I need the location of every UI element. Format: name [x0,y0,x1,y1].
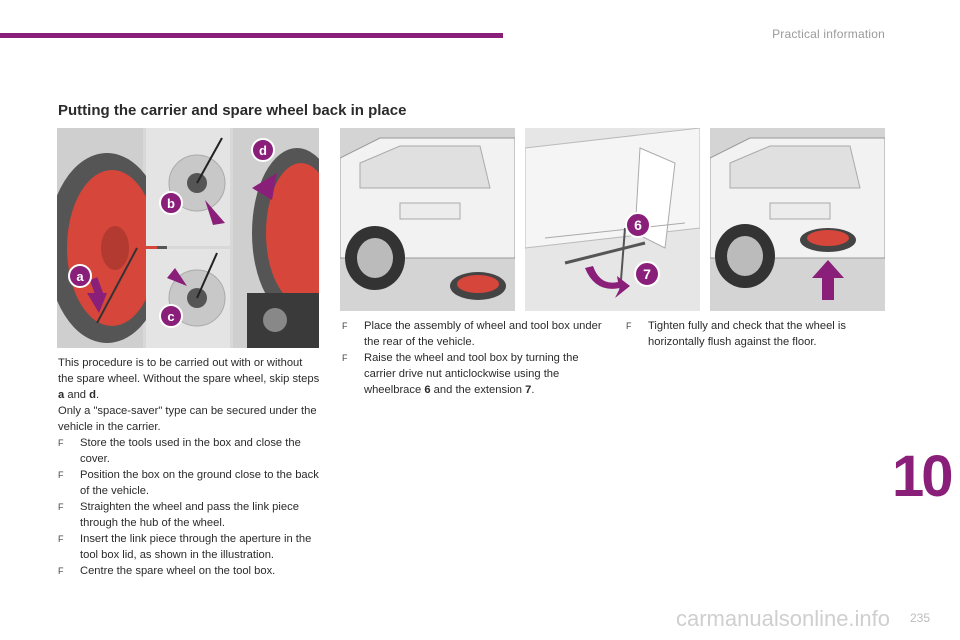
list-item-text: . [531,384,535,396]
illustration-wheel-raised [710,128,885,311]
bullet-mark: F [58,566,64,576]
intro-text: This procedure is to be carried out with or without the spare wheel. Without the spare wheel, skip steps [58,357,320,385]
bullet-mark: F [626,321,632,331]
illustration-steps-a-d [57,128,319,348]
bullet-mark: F [58,502,64,512]
list-item-text: Insert the link piece through the aperture in the tool box lid, as shown in the illustration. [80,533,312,561]
illustration-wheel-under-car [340,128,515,311]
header-accent-bar [0,33,503,38]
list-item-text: Raise the wheel and tool box by turning the carrier drive nut anticlockwise using the wheelbrace [364,352,579,396]
intro-and: and [64,389,90,401]
intro-end: . [95,389,100,401]
bullet-mark: F [58,438,64,448]
extension-ref: 7 [525,384,532,396]
callout-6: 6 [634,217,642,233]
list-item [626,318,888,350]
watermark: carmanualsonline.info [676,606,891,631]
page-number: 235 [910,611,931,625]
wheelbrace-ref: 6 [424,384,431,396]
right-text-column [626,318,888,350]
list-item [58,435,320,467]
list-item [58,499,320,531]
callout-d: d [259,143,267,158]
list-item [342,350,604,398]
list-item-text: Position the box on the ground close to the back of the vehicle. [80,469,319,497]
callout-a: a [76,269,84,284]
list-item-text: and the extension [430,384,526,396]
illustration-wheelbrace-extension [525,128,700,311]
list-item-text: Place the assembly of wheel and tool box under the rear of the vehicle. [364,320,602,348]
left-text-column [58,355,320,579]
list-item-text: Straighten the wheel and pass the link piece through the hub of the wheel. [80,501,299,529]
list-item-text: Centre the spare wheel on the tool box. [80,565,276,577]
callout-c: c [167,309,175,324]
list-item [58,531,320,563]
callout-b: b [167,196,175,211]
intro-paragraph-2: Only a "space-saver" type can be secured under the vehicle in the carrier. [58,405,317,433]
intro-paragraph [58,355,320,403]
list-item [342,318,604,350]
step-d-ref: d [89,389,96,401]
list-item [58,467,320,499]
bullet-mark: F [342,321,348,331]
list-item [58,563,320,579]
bullet-mark: F [58,470,64,480]
bullet-mark: F [342,353,348,363]
list-item-text: Store the tools used in the box and close the cover. [80,437,301,465]
list-item-text: Tighten fully and check that the wheel is horizontally flush against the floor. [648,320,846,348]
bullet-mark: F [58,534,64,544]
middle-text-column [342,318,604,398]
step-a-ref: a [58,389,65,401]
callout-7: 7 [643,266,651,282]
page-heading: Putting the carrier and spare wheel back in place [58,102,407,119]
section-label: Practical information [772,27,885,41]
chapter-number: 10 [892,444,951,509]
